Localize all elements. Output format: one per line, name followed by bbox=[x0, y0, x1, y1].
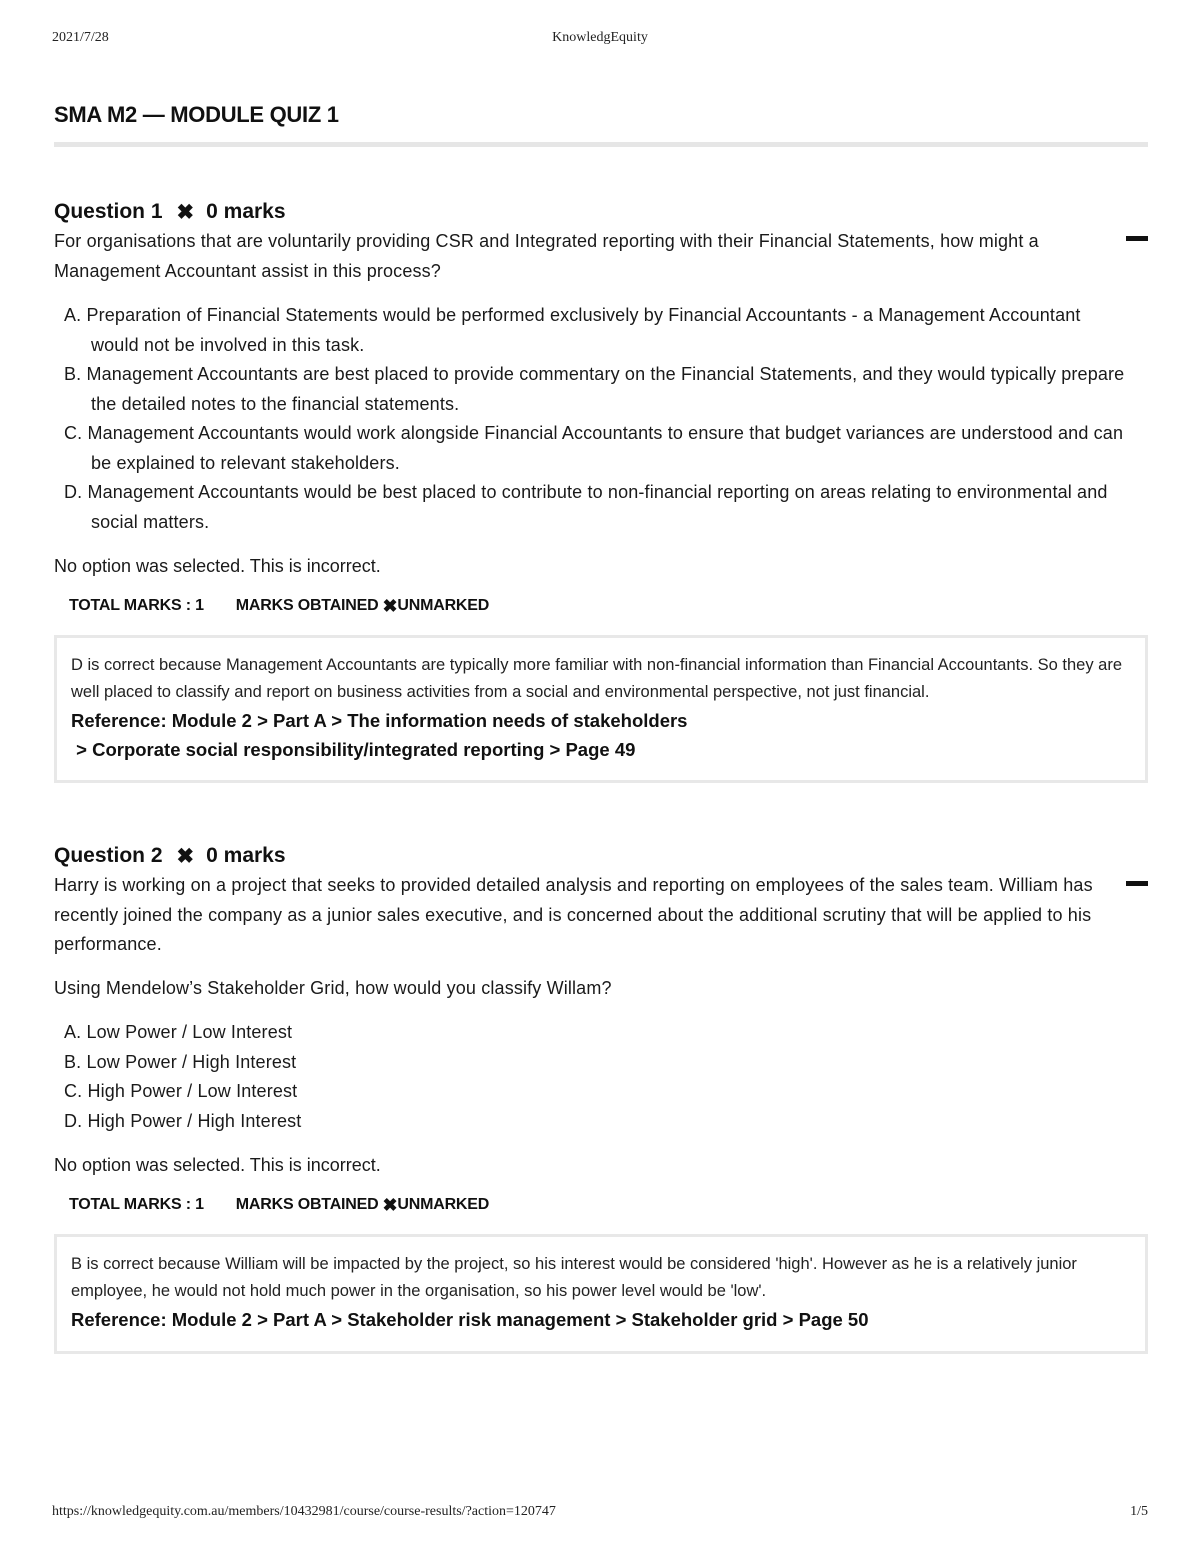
question-text: For organisations that are voluntarily providing CSR and Integrated reporting with their Financial Statements, how might a Management Accountant assist in this process? bbox=[54, 231, 1039, 281]
marks-obtained-value: UNMARKED bbox=[397, 597, 490, 614]
print-date: 2021/7/28 bbox=[52, 30, 109, 45]
question-heading bbox=[54, 841, 1148, 871]
marks-obtained-value: UNMARKED bbox=[397, 1196, 490, 1213]
question-prompt: Using Mendelow’s Stakeholder Grid, how would you classify Willam? bbox=[54, 977, 612, 998]
minus-icon[interactable] bbox=[1126, 881, 1148, 886]
print-url: https://knowledgequity.com.au/members/10432981/course/course-results/?action=120747 bbox=[52, 1504, 556, 1519]
total-marks: TOTAL MARKS : 1 bbox=[69, 1196, 204, 1213]
explanation-text: B is correct because William will be impacted by the project, so his interest would be considered 'high'. However as he is a relatively junior employee, he would not hold much power in the organisation, so his power level would be 'low'. bbox=[71, 1255, 1077, 1300]
answer-option-a[interactable]: A. Low Power / Low Interest bbox=[64, 1022, 293, 1042]
marks-obtained-label: MARKS OBTAINED bbox=[235, 597, 379, 614]
total-marks: TOTAL MARKS : 1 bbox=[69, 597, 204, 614]
page-title: SMA M2 — MODULE QUIZ 1 bbox=[54, 102, 339, 127]
explanation-box bbox=[54, 635, 1148, 783]
marks-obtained-label: MARKS OBTAINED bbox=[235, 1196, 379, 1213]
page-number: 1/5 bbox=[1130, 1504, 1148, 1519]
result-text: No option was selected. This is incorrect. bbox=[54, 1155, 381, 1175]
question-marks: 0 marks bbox=[206, 200, 286, 223]
answer-option-c[interactable]: C. High Power / Low Interest bbox=[64, 1081, 298, 1101]
x-mark-icon: ✖ bbox=[176, 844, 195, 868]
marks-summary bbox=[54, 1193, 1148, 1217]
print-footer bbox=[52, 1504, 1148, 1524]
answer-option-c[interactable]: C. Management Accountants would work alongside Financial Accountants to ensure that budget variances are understood and can be explained to relevant stakeholders. bbox=[64, 423, 1124, 473]
minus-icon[interactable] bbox=[1126, 236, 1148, 241]
reference-line: > Corporate social responsibility/integrated reporting > Page 49 bbox=[71, 738, 636, 760]
question-text: Harry is working on a project that seeks to provided detailed analysis and reporting on employees of the sales team. William has recently joined the company as a junior sales executive, and is concerned about the additional scrutiny that will be applied to his performance. bbox=[54, 875, 1093, 954]
title-divider bbox=[54, 142, 1148, 147]
explanation-text: D is correct because Management Accountants are typically more familiar with non-financial information than Financial Accountants. So they are well placed to classify and report on business activities from a social and environmental perspective, not just financial. bbox=[71, 656, 1123, 701]
print-header bbox=[52, 30, 1148, 50]
question-heading bbox=[54, 197, 1148, 227]
x-mark-icon: ✖ bbox=[176, 200, 195, 224]
reference-line: Reference: Module 2 > Part A > The information needs of stakeholders bbox=[71, 710, 688, 731]
marks-summary bbox=[54, 594, 1148, 618]
result-text: No option was selected. This is incorrect. bbox=[54, 556, 381, 576]
answer-options bbox=[54, 301, 1148, 537]
answer-option-b[interactable]: B. Management Accountants are best placed to provide commentary on the Financial Statements, and they would typically prepare the detailed notes to the financial statements. bbox=[64, 364, 1125, 414]
x-mark-icon: ✖ bbox=[382, 595, 398, 616]
explanation-box bbox=[54, 1234, 1148, 1354]
answer-option-a[interactable]: A. Preparation of Financial Statements would be performed exclusively by Financial Accountants - a Management Accountant would not be involved in this task. bbox=[64, 305, 1081, 355]
question-2 bbox=[54, 841, 1148, 1354]
answer-option-b[interactable]: B. Low Power / High Interest bbox=[64, 1051, 297, 1072]
print-site-name: KnowledgEquity bbox=[552, 30, 648, 45]
answer-options bbox=[54, 1018, 1148, 1136]
x-mark-icon: ✖ bbox=[382, 1194, 398, 1215]
question-1 bbox=[54, 197, 1148, 783]
question-label: Question 2 bbox=[54, 844, 163, 867]
question-marks: 0 marks bbox=[206, 844, 286, 867]
answer-option-d[interactable]: D. High Power / High Interest bbox=[64, 1110, 302, 1131]
question-label: Question 1 bbox=[54, 200, 163, 223]
reference-line: Reference: Module 2 > Part A > Stakeholder risk management > Stakeholder grid > Page 50 bbox=[71, 1309, 869, 1330]
answer-option-d[interactable]: D. Management Accountants would be best placed to contribute to non-financial reporting on areas relating to environmental and social matters. bbox=[64, 482, 1108, 532]
